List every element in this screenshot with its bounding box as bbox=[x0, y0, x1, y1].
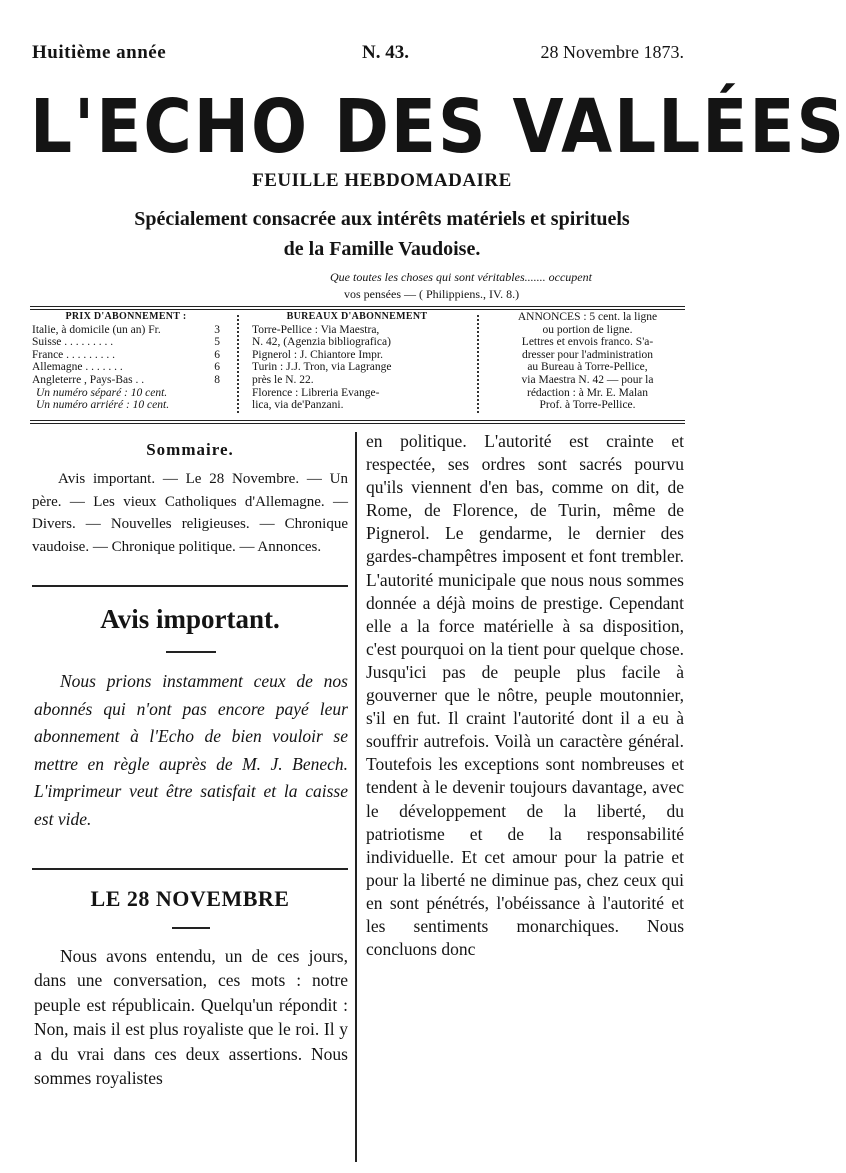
bureaux-list bbox=[252, 324, 462, 412]
annonce-line: rédaction : à Mr. E. Malan bbox=[526, 386, 649, 399]
price-value: 6 bbox=[214, 361, 220, 374]
box-separator bbox=[237, 315, 239, 413]
year-label: Huitième année bbox=[32, 42, 167, 63]
bureau-line: N. 42, (Agenzia bibliografica) bbox=[252, 336, 391, 349]
motto bbox=[330, 269, 690, 303]
tagline bbox=[0, 204, 764, 264]
bureau-line: Turin : J.J. Tron, via Lagrange bbox=[252, 361, 392, 374]
price-value: 3 bbox=[214, 323, 220, 336]
box-separator bbox=[477, 315, 479, 413]
bureau-line: Torre-Pellice : Via Maestra, bbox=[252, 323, 380, 336]
motto-line-1: Que toutes les choses qui sont véritables....... occupent bbox=[330, 270, 592, 284]
annonce-line: Lettres et envois franco. S'a- bbox=[521, 336, 654, 349]
subscription-box bbox=[30, 311, 685, 416]
box-rule-2 bbox=[30, 423, 685, 424]
issue-number: N. 43. bbox=[362, 42, 409, 63]
price-row bbox=[32, 361, 220, 374]
price-row bbox=[32, 374, 220, 387]
price-country: Allemagne . . . . . . . bbox=[32, 361, 123, 374]
masthead-title: L'ECHO DES VALLÉES bbox=[30, 83, 846, 170]
annonces-block bbox=[490, 311, 685, 412]
section-rule bbox=[32, 868, 348, 870]
price-value: 6 bbox=[214, 348, 220, 361]
tagline-line-1: Spécialement consacrée aux intérêts matériels et spirituels bbox=[134, 208, 630, 230]
title-dash bbox=[166, 651, 216, 653]
price-heading: PRIX D'ABONNEMENT : bbox=[65, 311, 187, 322]
box-rule bbox=[30, 420, 685, 421]
price-value: 8 bbox=[214, 373, 220, 386]
price-list bbox=[32, 324, 220, 387]
sommaire-text: Avis important. — Le 28 Novembre. — Un père. — Les vieux Catholiques d'Allemagne. — Divers. — Nouvelles religieuses. — Chronique vaudoise. — Chronique politique. — Annonces. bbox=[32, 471, 348, 555]
annonce-line: dresser pour l'administration bbox=[521, 348, 654, 361]
price-note-2: Un numéro arriéré : 10 cent. bbox=[36, 399, 170, 412]
annonce-line: Prof. à Torre-Pellice. bbox=[539, 399, 636, 412]
title-dash bbox=[172, 927, 210, 929]
price-country: Angleterre , Pays-Bas . . bbox=[32, 373, 145, 386]
price-value: 5 bbox=[214, 336, 220, 349]
annonces-list bbox=[490, 311, 685, 412]
issue-date: 28 Novembre 1873. bbox=[540, 42, 684, 62]
bureau-line: Pignerol : J. Chiantore Impr. bbox=[252, 348, 383, 361]
issue-line bbox=[32, 42, 684, 68]
price-country: Suisse . . . . . . . . . bbox=[32, 336, 114, 349]
article-continuation: en politique. L'autorité est crainte et respectée, ses ordres sont sacrés pourvu qu'ils viennent d'en bas, comme on dit, de Rome, de Florence, de Turin, même de Pignerol. Le gendarme, le dernier des gardes-champêtres imposent et font trembler. L'autorité municipale que nous nous sommes donnée a déjà moins de prestige. Cependant elle a la force matérielle à sa disposition, c'est pourquoi on la tient pour quelque chose. Jusqu'ici pas de peuple plus facile à gouverner que le nôtre, peuple moutonnier, s'il en fut. Il craint l'autorité dont il a eu à souffrir autrefois. Voilà un caractère général. Toutefois les exceptions sont nombreuses et tendent à le devenir toujours davantage, avec le développement de la liberté, du patriotisme et de la responsabilité individuelle. Et cet amour pour la patrie et pour la liberté ne diminue pas, chez ceux qui en sont pénétrés, l'obéissance à l'autorité et les sentiments monarchiques. Nous concluons donc bbox=[366, 431, 684, 960]
bureau-line: lica, via de'Panzani. bbox=[252, 399, 344, 412]
avis-title: Avis important. bbox=[100, 604, 280, 634]
annonce-line: ou portion de ligne. bbox=[542, 323, 633, 336]
bureau-line: près le N. 22. bbox=[252, 373, 314, 386]
novembre-text: Nous avons entendu, un de ces jours, dans une conversation, ces mots : notre peuple est républicain. Quelqu'un répondit : Non, mais il est plus royaliste que le roi. Il y a du vrai dans ces deux assertions. Nous sommes royalistes bbox=[34, 946, 348, 1089]
motto-line-2: vos pensées — ( Philippiens., IV. 8.) bbox=[344, 287, 520, 301]
price-row bbox=[32, 336, 220, 349]
top-rule-2 bbox=[30, 309, 685, 310]
bureau-line: Florence : Libreria Evange- bbox=[252, 386, 380, 399]
sommaire-title: Sommaire. bbox=[146, 440, 234, 459]
avis-text: Nous prions instamment ceux de nos abonnés qui n'ont pas encore payé leur abonnement à l'Echo de bien vouloir se mettre en règle auprès de M. J. Benech. L'imprimeur veut être satisfait et la caisse est vide. bbox=[34, 671, 348, 829]
tagline-line-2: de la Famille Vaudoise. bbox=[283, 238, 481, 260]
price-country: France . . . . . . . . . bbox=[32, 348, 116, 361]
price-block bbox=[32, 311, 220, 412]
annonce-line: au Bureau à Torre-Pellice, bbox=[527, 361, 648, 374]
annonce-line: ANNONCES : 5 cent. la ligne bbox=[517, 311, 658, 323]
price-row bbox=[32, 349, 220, 362]
section-rule bbox=[32, 585, 348, 587]
bureaux-heading: BUREAUX D'ABONNEMENT bbox=[286, 311, 428, 322]
novembre-title: LE 28 NOVEMBRE bbox=[90, 886, 290, 911]
subtitle: FEUILLE HEBDOMADAIRE bbox=[252, 170, 512, 191]
top-rule bbox=[30, 306, 685, 307]
price-country: Italie, à domicile (un an) Fr. bbox=[32, 323, 161, 336]
column-rule bbox=[355, 432, 357, 1162]
bureaux-block bbox=[252, 311, 462, 412]
price-row bbox=[32, 324, 220, 337]
price-note-1: Un numéro séparé : 10 cent. bbox=[36, 386, 168, 399]
annonce-line: via Maestra N. 42 — pour la bbox=[521, 373, 654, 386]
